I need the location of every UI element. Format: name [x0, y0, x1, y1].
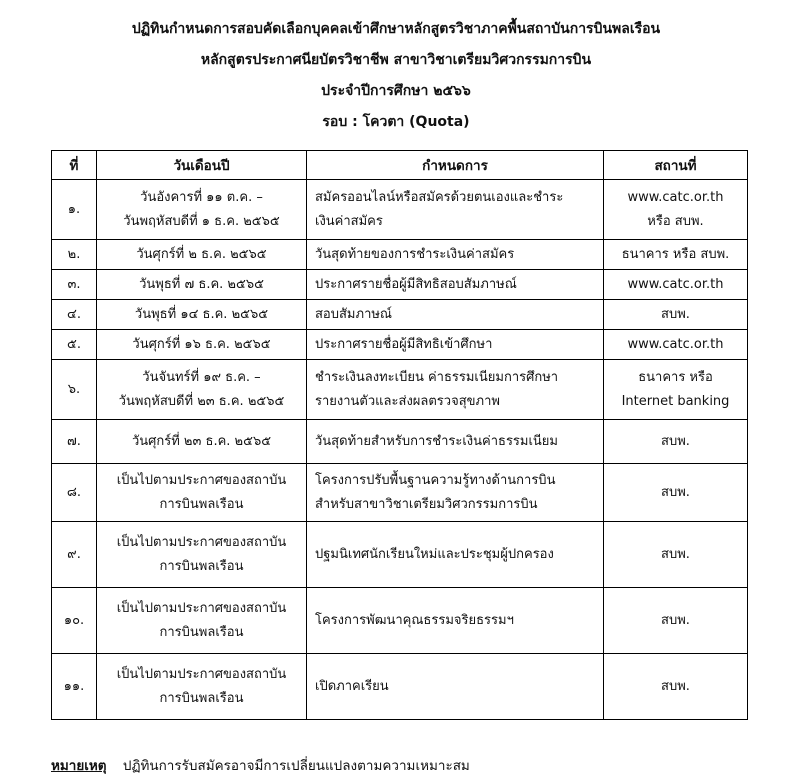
cell-activity-line: รายงานตัวและส่งผลตรวจสุขภาพ — [315, 393, 500, 409]
cell-date-line: วันศุกร์ที่ ๒๓ ธ.ค. ๒๕๖๕ — [131, 433, 272, 449]
cell-date-line: วันพฤหัสบดีที่ ๒๓ ธ.ค. ๒๕๖๕ — [118, 393, 285, 409]
cell-place-line: Internet banking — [621, 393, 730, 409]
cell-date-line: เป็นไปตามประกาศของสถาบัน — [116, 600, 287, 616]
cell-date — [97, 270, 307, 300]
table-row — [52, 654, 748, 720]
cell-activity-line: ประกาศรายชื่อผู้มีสิทธิสอบสัมภาษณ์ — [315, 276, 517, 292]
cell-activity-line: โครงการพัฒนาคุณธรรมจริยธรรมฯ — [315, 612, 514, 628]
cell-place-line: สบพ. — [661, 546, 690, 562]
header-place: สถานที่ — [604, 151, 748, 180]
table-row — [52, 300, 748, 330]
cell-no: ๑๐. — [52, 588, 97, 654]
cell-place — [604, 240, 748, 270]
cell-no: ๙. — [52, 522, 97, 588]
cell-no: ๓. — [52, 270, 97, 300]
title-line-1: ปฏิทินกำหนดการสอบคัดเลือกบุคคลเข้าศึกษาหลักสูตรวิชาภาคพื้นสถาบันการบินพลเรือน — [131, 21, 661, 37]
cell-date-line: วันศุกร์ที่ ๑๖ ธ.ค. ๒๕๖๕ — [132, 336, 271, 352]
cell-date — [97, 522, 307, 588]
cell-place-line: สบพ. — [661, 612, 690, 628]
title-line-3: ประจำปีการศึกษา ๒๕๖๖ — [321, 83, 471, 99]
cell-date-line: วันพุธที่ ๑๔ ธ.ค. ๒๕๖๕ — [134, 306, 269, 322]
cell-place-line: ธนาคาร หรือ สบพ. — [621, 246, 730, 262]
cell-activity-line: วันสุดท้ายของการชำระเงินค่าสมัคร — [315, 246, 515, 262]
cell-no: ๑. — [52, 180, 97, 240]
footnote-label: หมายเหตุ — [51, 758, 107, 774]
table-row — [52, 522, 748, 588]
cell-date-line: การบินพลเรือน — [159, 624, 244, 640]
cell-date — [97, 330, 307, 360]
cell-place — [604, 180, 748, 240]
cell-date — [97, 588, 307, 654]
cell-place-line: สบพ. — [661, 433, 690, 449]
cell-date-line: การบินพลเรือน — [159, 690, 244, 706]
cell-place — [604, 464, 748, 522]
cell-date-line: เป็นไปตามประกาศของสถาบัน — [116, 472, 287, 488]
cell-activity — [307, 360, 604, 420]
cell-no: ๘. — [52, 464, 97, 522]
cell-activity-line: ปฐมนิเทศนักเรียนใหม่และประชุมผู้ปกครอง — [315, 546, 554, 562]
cell-no: ๗. — [52, 420, 97, 464]
cell-place-line: สบพ. — [661, 484, 690, 500]
cell-date-line: วันจันทร์ที่ ๑๙ ธ.ค. – — [142, 369, 261, 385]
cell-date — [97, 180, 307, 240]
cell-activity — [307, 522, 604, 588]
cell-activity-line: เปิดภาคเรียน — [315, 678, 389, 694]
cell-activity-line: สอบสัมภาษณ์ — [315, 306, 392, 322]
cell-date-line: วันพฤหัสบดีที่ ๑ ธ.ค. ๒๕๖๕ — [123, 213, 280, 229]
cell-activity-line: ประกาศรายชื่อผู้มีสิทธิเข้าศึกษา — [315, 336, 493, 352]
footnote-text: ปฏิทินการรับสมัครอาจมีการเปลี่ยนแปลงตามความเหมาะสม — [122, 758, 470, 774]
table-row — [52, 240, 748, 270]
cell-activity — [307, 420, 604, 464]
cell-activity-line: เงินค่าสมัคร — [315, 213, 383, 229]
cell-activity — [307, 270, 604, 300]
table-header-row — [52, 151, 748, 180]
cell-activity-line: ชำระเงินลงทะเบียน ค่าธรรมเนียมการศึกษา — [315, 369, 559, 385]
cell-activity-line: วันสุดท้ายสำหรับการชำระเงินค่าธรรมเนียม — [315, 433, 558, 449]
cell-place-line: สบพ. — [661, 678, 690, 694]
cell-activity-line: โครงการปรับพื้นฐานความรู้ทางด้านการบิน — [315, 472, 556, 488]
cell-place-line: หรือ สบพ. — [647, 213, 704, 229]
cell-place — [604, 300, 748, 330]
cell-activity — [307, 654, 604, 720]
cell-date-line: วันศุกร์ที่ ๒ ธ.ค. ๒๕๖๕ — [136, 246, 267, 262]
cell-date — [97, 300, 307, 330]
cell-date-line: วันพุธที่ ๗ ธ.ค. ๒๕๖๕ — [139, 276, 264, 292]
cell-activity — [307, 180, 604, 240]
title-line-4: รอบ : โควตา (Quota) — [322, 114, 470, 130]
cell-date — [97, 360, 307, 420]
cell-activity-line: สำหรับสาขาวิชาเตรียมวิศวกรรมการบิน — [315, 496, 538, 512]
cell-no: ๔. — [52, 300, 97, 330]
table-row — [52, 360, 748, 420]
cell-place — [604, 360, 748, 420]
cell-activity — [307, 330, 604, 360]
table-row — [52, 464, 748, 522]
cell-place — [604, 588, 748, 654]
cell-place — [604, 420, 748, 464]
table-row — [52, 270, 748, 300]
document-header — [0, 14, 792, 138]
cell-date — [97, 464, 307, 522]
cell-activity — [307, 240, 604, 270]
title-line-2: หลักสูตรประกาศนียบัตรวิชาชีพ สาขาวิชาเตรียมวิศวกรรมการบิน — [200, 52, 592, 68]
table-body — [52, 180, 748, 720]
schedule-table — [51, 150, 748, 720]
header-date: วันเดือนปี — [97, 151, 307, 180]
cell-place-line: ธนาคาร หรือ — [638, 369, 713, 385]
cell-place — [604, 270, 748, 300]
cell-place-line: www.catc.or.th — [627, 336, 724, 352]
footnote — [51, 754, 470, 776]
cell-no: ๒. — [52, 240, 97, 270]
table-row — [52, 180, 748, 240]
header-activity: กำหนดการ — [307, 151, 604, 180]
cell-date-line: เป็นไปตามประกาศของสถาบัน — [116, 666, 287, 682]
cell-activity — [307, 300, 604, 330]
cell-activity-line: สมัครออนไลน์หรือสมัครด้วยตนเองและชำระ — [315, 189, 564, 205]
cell-date — [97, 420, 307, 464]
cell-no: ๖. — [52, 360, 97, 420]
table-row — [52, 330, 748, 360]
cell-date-line: เป็นไปตามประกาศของสถาบัน — [116, 534, 287, 550]
cell-activity — [307, 464, 604, 522]
table-row — [52, 588, 748, 654]
cell-place — [604, 330, 748, 360]
cell-date-line: วันอังคารที่ ๑๑ ต.ค. – — [140, 189, 263, 205]
table-row — [52, 420, 748, 464]
cell-activity — [307, 588, 604, 654]
cell-date — [97, 240, 307, 270]
cell-no: ๑๑. — [52, 654, 97, 720]
cell-place-line: www.catc.or.th — [627, 189, 724, 205]
cell-date — [97, 654, 307, 720]
cell-place-line: สบพ. — [661, 306, 690, 322]
cell-date-line: การบินพลเรือน — [159, 558, 244, 574]
header-no: ที่ — [52, 151, 97, 180]
cell-place — [604, 654, 748, 720]
cell-no: ๕. — [52, 330, 97, 360]
cell-place — [604, 522, 748, 588]
cell-date-line: การบินพลเรือน — [159, 496, 244, 512]
cell-place-line: www.catc.or.th — [627, 276, 724, 292]
